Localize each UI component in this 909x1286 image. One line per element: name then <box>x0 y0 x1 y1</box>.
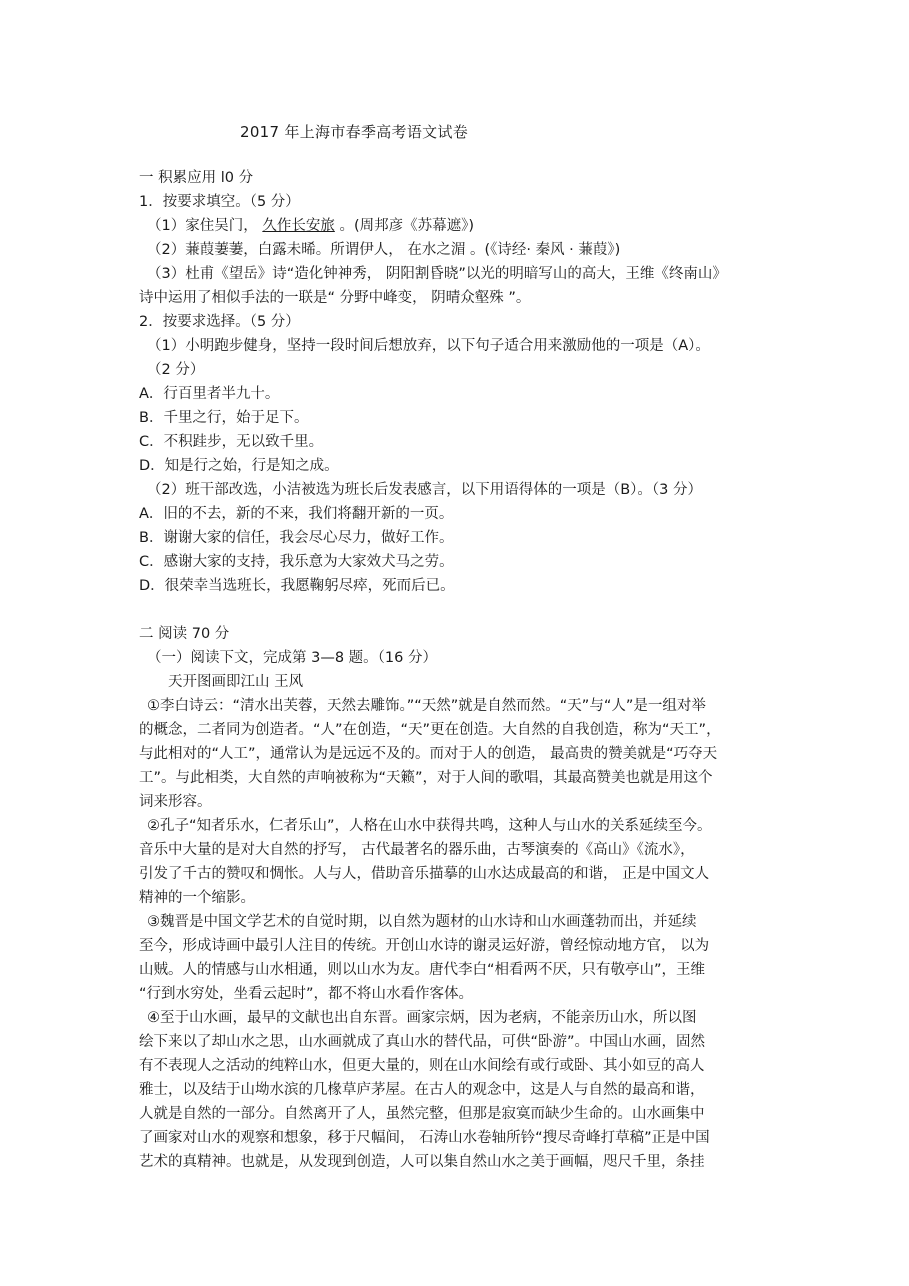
sub-question: （2）班干部改选，小洁被选为班长后发表感言，以下用语得体的一项是（B）。（3 分） <box>147 482 703 498</box>
section-heading: 一 积累应用 l0 分 <box>139 170 254 186</box>
paragraph-line: 工”。与此相类，大自然的声响被称为“天籁”，对于人间的歌唱，其最高赞美也就是用这个 <box>139 770 713 786</box>
fill-item-1 <box>147 216 474 236</box>
paragraph-line: “行到水穷处，坐看云起时”，都不将山水看作客体。 <box>139 986 474 1002</box>
sub-question-score: （2 分） <box>147 362 205 378</box>
paragraph-line: 至今，形成诗画中最引人注目的传统。开创山水诗的谢灵运好游，曾经惊动地方官， 以为 <box>139 938 710 954</box>
paragraph-line: 山贼。人的情感与山水相通，则以山水为友。唐代李白“相看两不厌，只有敬亭山”，王维 <box>139 962 706 978</box>
option: A．行百里者半九十。 <box>139 386 280 402</box>
page-title: 2017 年上海市春季高考语文试卷 <box>240 123 469 141</box>
fill-item-text: （1）家住吴门， <box>147 218 263 234</box>
paragraph-line: 的概念，二者同为创造者。“人”在创造，“天”更在创造。大自然的自我创造，称为“天工”， <box>139 722 721 738</box>
option: C．不积跬步，无以致千里。 <box>139 434 324 450</box>
fill-item-3-cont: 诗中运用了相似手法的一联是“ 分野中峰变， 阴晴众壑殊 ”。 <box>139 290 531 306</box>
paragraph-line: 与此相对的“人工”，通常认为是远远不及的。而对于人的创造， 最高贵的赞美就是“巧夺天 <box>139 746 718 762</box>
option: A．旧的不去，新的不来，我们将翻开新的一页。 <box>139 506 454 522</box>
section-heading: 二 阅读 70 分 <box>139 626 230 642</box>
article-title: 天开图画即江山 王风 <box>168 674 304 690</box>
paragraph-line: 雅士，以及结于山坳水滨的几椽草庐茅屋。在古人的观念中，这是人与自然的最高和谐， <box>139 1082 705 1098</box>
option: B．千里之行，始于足下。 <box>139 410 309 426</box>
paragraph-line: 人就是自然的一部分。自然离开了人，虽然完整，但那是寂寞而缺少生命的。山水画集中 <box>139 1106 705 1122</box>
fill-answer: 久作长安旅 <box>262 218 335 234</box>
option: D．知是行之始，行是知之成。 <box>139 458 339 474</box>
paragraph-line: ④至于山水画，最早的文献也出自东晋。画家宗炳，因为老病，不能亲历山水，所以图 <box>147 1010 697 1026</box>
question-stem: 2．按要求选择。（5 分） <box>139 314 300 330</box>
sub-question: （1）小明跑步健身，坚持一段时间后想放弃，以下句子适合用来激励他的一项是（A）。 <box>147 338 710 354</box>
reading-instruction: （一）阅读下文，完成第 3—8 题。（16 分） <box>147 650 437 666</box>
paragraph-line: 引发了千古的赞叹和惆怅。人与人，借助音乐描摹的山水达成最高的和谐， 正是中国文人 <box>139 866 710 882</box>
fill-item-text: 。(周邦彦《苏幕遮》) <box>334 218 475 234</box>
option: B．谢谢大家的信任，我会尽心尽力，做好工作。 <box>139 530 454 546</box>
paragraph-line: ①李白诗云：“清水出芙蓉，天然去雕饰。”“天然”就是自然而然。“天”与“人”是一组对举 <box>147 698 706 714</box>
fill-item-2: （2）蒹葭萋萋，白露未晞。所谓伊人， 在水之湄 。(《诗经· 秦风 · 蒹葭》) <box>147 242 621 258</box>
paragraph-line: 了画家对山水的观察和想象，移于尺幅间， 石涛山水卷轴所钤“搜尽奇峰打草稿”正是中国 <box>139 1130 710 1146</box>
paragraph-line: ②孔子“知者乐水，仁者乐山”，人格在山水中获得共鸣，这种人与山水的关系延续至今。 <box>147 818 712 834</box>
paragraph-line: 音乐中大量的是对大自然的抒写， 古代最著名的器乐曲，古琴演奏的《高山》《流水》， <box>139 842 695 858</box>
paragraph-line: ③魏晋是中国文学艺术的自觉时期，以自然为题材的山水诗和山水画蓬勃而出，并延续 <box>147 914 697 930</box>
paragraph-line: 艺术的真精神。也就是，从发现到创造，人可以集自然山水之美于画幅，咫尺千里，条挂 <box>139 1154 705 1170</box>
option: C．感谢大家的支持，我乐意为大家效犬马之劳。 <box>139 554 454 570</box>
paragraph-line: 词来形容。 <box>139 794 212 810</box>
fill-item-3: （3）杜甫《望岳》诗“造化钟神秀， 阴阳割昏晓”以光的明暗写山的高大，王维《终南山》 <box>147 266 727 282</box>
paragraph-line: 有不表现人之活动的纯粹山水，但更大量的，则在山水间绘有或行或卧、其小如豆的高人 <box>139 1058 705 1074</box>
paragraph-line: 精神的一个缩影。 <box>139 890 255 906</box>
option: D．很荣幸当选班长，我愿鞠躬尽瘁，死而后已。 <box>139 578 455 594</box>
paragraph-line: 绘下来以了却山水之思，山水画就成了真山水的替代品，可供“卧游”。中国山水画，固然 <box>139 1034 706 1050</box>
question-stem: 1．按要求填空。（5 分） <box>139 194 300 210</box>
